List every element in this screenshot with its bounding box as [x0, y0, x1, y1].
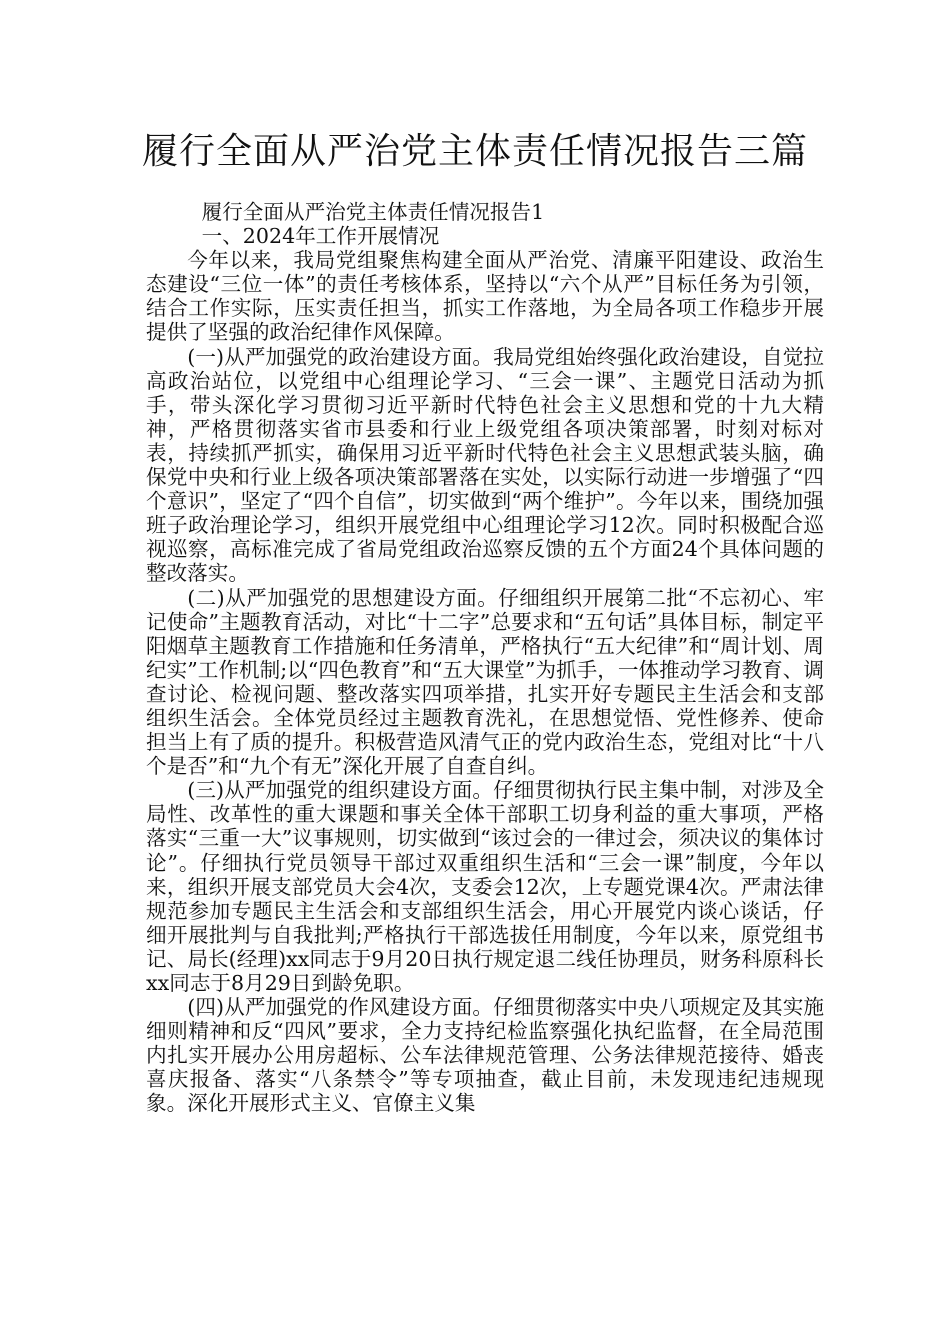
- document-body: [146, 200, 824, 1116]
- document-title: 履行全面从严治党主体责任情况报告三篇: [141, 131, 808, 172]
- paragraph-intro: 今年以来，我局党组聚焦构建全面从严治党、清廉平阳建设、政治生态建设“三位一体”的责任考核体系，坚持以“六个从严”目标任务为引领，结合工作实际，压实责任担当，抓实工作落地，为全局各项工作稳步开展提供了坚强的政治纪律作风保障。: [146, 248, 824, 345]
- report-subtitle: 履行全面从严治党主体责任情况报告1: [201, 200, 545, 224]
- section-heading: 一、2024年工作开展情况: [201, 224, 440, 249]
- paragraph-political: (一)从严加强党的政治建设方面。我局党组始终强化政治建设，自觉拉高政治站位，以党组中心组理论学习、“三会一课”、主题党日活动为抓手，带头深化学习贯彻习近平新时代特色社会主义思想和党的十九大精神，严格贯彻落实省市县委和行业上级党组各项决策部署，时刻对标对表，持续抓严抓实，确保用习近平新时代特色社会主义思想武装头脑，确保党中央和行业上级各项决策部署落在实处，以实际行动进一步增强了“四个意识”，坚定了“四个自信”，切实做到“两个维护”。今年以来，围绕加强班子政治理论学习，组织开展党组中心组理论学习12次。同时积极配合巡视巡察，高标准完成了省局党组政治巡察反馈的五个方面24个具体问题的整改落实。: [146, 344, 824, 586]
- paragraph-work-style: (四)从严加强党的作风建设方面。仔细贯彻落实中央八项规定及其实施细则精神和反“四风”要求，全力支持纪检监察强化执纪监督，在全局范围内扎实开展办公用房超标、公车法律规范管理、公务法律规范接待、婚丧喜庆报备、落实“八条禁令”等专项抽查，截止目前，未发现违纪违规现象。深化开展形式主义、官僚主义集: [146, 995, 824, 1116]
- paragraph-ideological: (二)从严加强党的思想建设方面。仔细组织开展第二批“不忘初心、牢记使命”主题教育活动，对比“十二字”总要求和“五句话”具体目标，制定平阳烟草主题教育工作措施和任务清单，严格执行“五大纪律”和“周计划、周纪实”工作机制;以“四色教育”和“五大课堂”为抓手，一体推动学习教育、调查讨论、检视问题、整改落实四项举措，扎实开好专题民主生活会和支部组织生活会。全体党员经过主题教育洗礼，在思想觉悟、党性修养、使命担当上有了质的提升。积极营造风清气正的党内政治生态，党组对比“十八个是否”和“九个有无”深化开展了自查自纠。: [146, 585, 825, 779]
- paragraph-organizational: (三)从严加强党的组织建设方面。仔细贯彻执行民主集中制，对涉及全局性、改革性的重大课题和事关全体干部职工切身利益的重大事项，严格落实“三重一大”议事规则，切实做到“该过会的一律过会，须决议的集体讨论”。仔细执行党员领导干部过双重组织生活和“三会一课”制度，今年以来，组织开展支部党员大会4次，支委会12次，上专题党课4次。严肃法律规范参加专题民主生活会和支部组织生活会，用心开展党内谈心谈话，仔细开展批判与自我批判;严格执行干部选拔任用制度，今年以来，原党组书记、局长(经理)xx同志于9月20日执行规定退二线任协理员，财务科原科长xx同志于8月29日到龄免职。: [146, 778, 824, 995]
